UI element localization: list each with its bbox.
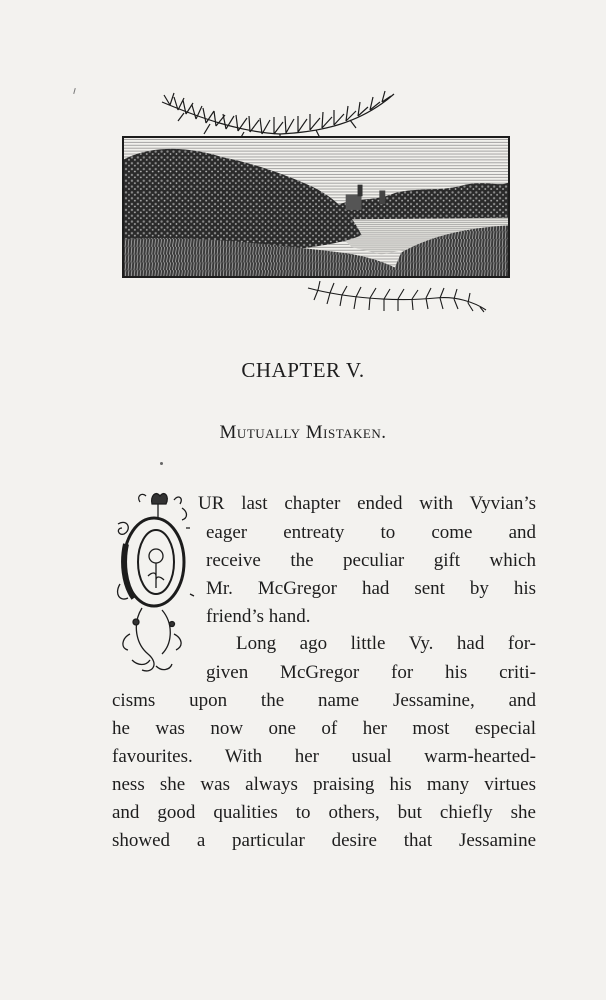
chapter-title: CHAPTER V. bbox=[241, 358, 365, 382]
body-line: Mr. McGregor had sent by his bbox=[206, 578, 536, 599]
stray-mark bbox=[73, 88, 76, 94]
foliage-sprig-top-icon bbox=[160, 88, 396, 140]
foliage-sprig-bottom-icon bbox=[306, 274, 488, 314]
body-line: ness she was always praising his many virtues bbox=[112, 774, 536, 795]
body-line: eager entreaty to come and bbox=[206, 522, 536, 543]
body-line: favourites. With her usual warm-hearted- bbox=[112, 746, 536, 767]
body-line: and good qualities to others, but chiefly she bbox=[112, 802, 536, 823]
landscape-engraving bbox=[122, 136, 510, 278]
body-line: receive the peculiar gift which bbox=[206, 550, 536, 571]
stray-dot bbox=[160, 462, 163, 465]
decorated-initial bbox=[112, 484, 198, 680]
body-line: Long ago little Vy. had for- bbox=[236, 633, 536, 654]
body-line: showed a particular desire that Jessamine bbox=[112, 830, 536, 851]
body-line: he was now one of her most especial bbox=[112, 718, 536, 739]
body-line: cisms upon the name Jessamine, and bbox=[112, 690, 536, 711]
chapter-subtitle: Mutually Mistaken. bbox=[219, 422, 387, 443]
initial-letter: O bbox=[156, 579, 157, 580]
body-line: given McGregor for his criti- bbox=[206, 662, 536, 683]
body-line: UR last chapter ended with Vyvian’s bbox=[198, 493, 536, 514]
body-line: friend’s hand. bbox=[206, 606, 311, 627]
